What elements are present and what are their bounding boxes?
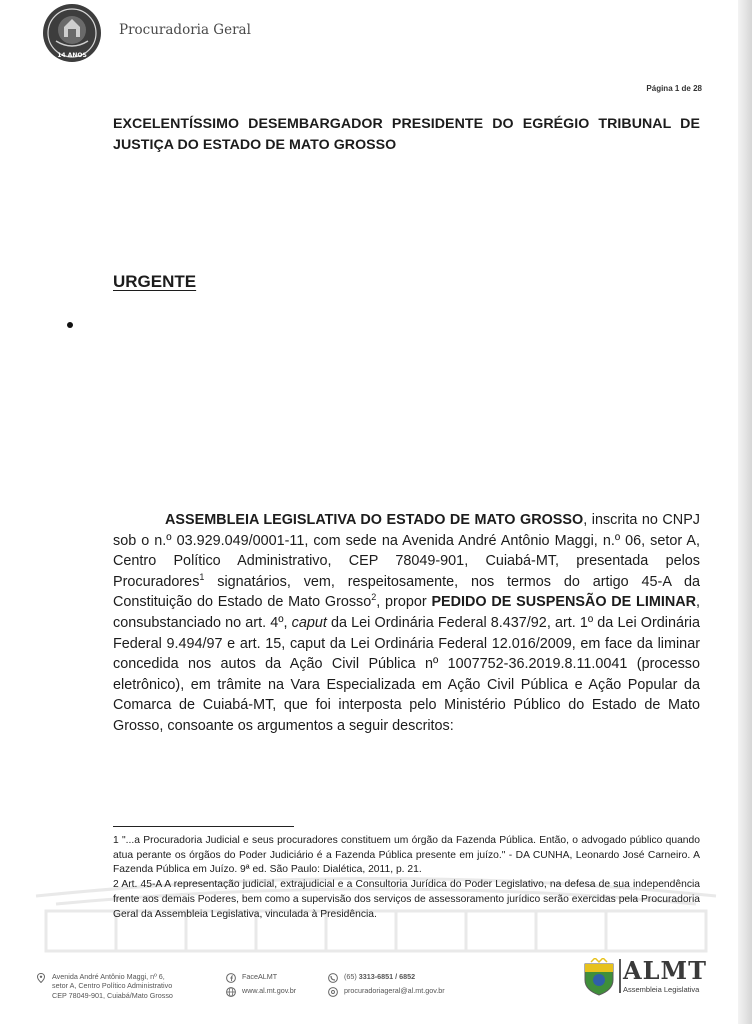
at-sign-icon — [328, 987, 338, 997]
paragraph-text-5: da Lei Ordinária Federal 8.437/92, art. 1º da Lei Ordinária Federal 9.494/97 e art. 15, caput da Lei Ordinária Federal 12.016/2009, em face da liminar concedida nos autos da Ação Civil Pública nº 1007752-36.2019.8.11.0041 (processo eletrônico), em trâmite na Vara Especializada em Ação Civil Pública e Ação Popular da Comarca de Cuiabá-MT, que foi interposta pelo Ministério Público do Estado de Mato Grosso, consoante os argumentos a seguir descritos: — [113, 614, 700, 734]
page-indicator: Página 1 de 28 — [646, 84, 702, 93]
page-edge-shadow — [738, 0, 752, 1024]
footnote-separator — [113, 826, 294, 827]
footnote-ref-2[interactable]: 2 — [371, 592, 377, 603]
paragraph-text-2: signatários, vem, respeitosamente, nos termos do artigo 45-A da Constituição do Estado de Mato Grosso — [113, 573, 700, 611]
globe-icon — [226, 987, 236, 997]
brand-subtitle: Assembleia Legislativa — [623, 985, 700, 994]
facebook-icon — [226, 973, 236, 983]
phone-prefix: (65) — [344, 972, 359, 981]
paragraph-text-4: , consubstanciado no art. 4º, — [113, 594, 701, 631]
addressee-heading: EXCELENTÍSSIMO DESEMBARGADOR PRESIDENTE DO EGRÉGIO TRIBUNAL DE JUSTIÇA DO ESTADO DE MATO GROSSO — [113, 116, 700, 153]
urgent-label: URGENTE — [113, 272, 197, 291]
seal-caption: 14 ANOS — [57, 52, 87, 59]
address-line-3: CEP 78049-901, Cuiabá/Mato Grosso — [52, 990, 173, 1000]
petition-name: PEDIDO DE SUSPENSÃO DE LIMINAR — [431, 594, 697, 611]
paragraph-text-1: , inscrita no CNPJ sob o n.º 03.929.049/0001-11, com sede na Avenida André Antônio Maggi, n.º 06, setor A, Centro Político Administrativo, CEP 78049-901, Cuiabá-MT, presentada pelos Procuradores — [113, 512, 700, 590]
website-link[interactable]: www.al.mt.gov.br — [242, 986, 297, 995]
almt-crest-icon — [581, 958, 617, 996]
email-link[interactable]: procuradoriageral@al.mt.gov.br — [344, 986, 445, 995]
almt-brand — [623, 956, 707, 994]
phone-number[interactable]: 3313-6851 / 6852 — [358, 972, 416, 981]
paragraph-text-3: , propor — [376, 594, 432, 611]
location-pin-icon — [36, 973, 46, 983]
brand-name: ALMT — [623, 956, 707, 985]
footnote-1: 1 "...a Procuradoria Judicial e seus procuradores constituem um órgão da Fazenda Pública. Então, o advogado público quando atua perante os órgãos do Poder Judiciário é a Fazenda Pública presente em juízo." - DA CUNHA, Leonardo José Carneiro. A Fazenda Pública em Juízo. 9ª ed. São Paulo: Dialética, 2011, p. 21. — [113, 835, 700, 876]
footnote-ref-1[interactable]: 1 — [199, 571, 205, 582]
address-line-1: Avenida André Antônio Maggi, nº 6, — [52, 972, 165, 981]
address-line-2: setor A, Centro Político Administrativo — [52, 981, 173, 991]
organization-name: Procuradoria Geral — [119, 22, 251, 38]
brand-divider — [619, 959, 621, 993]
footnote-2: 2 Art. 45-A A representação judicial, extrajudicial e a Consultoria Jurídica do Poder Legislativo, na defesa de sua independência frente aos demais Poderes, bem como a supervisão dos serviços de assessoramento jurídico serão exercidas pela Procuradoria Geral da Assembleia Legislativa, vinculada à Presidência. — [113, 879, 700, 920]
phone-text — [344, 972, 415, 981]
caput-italic: caput — [291, 614, 327, 631]
phone-icon — [328, 973, 338, 983]
bullet-dot — [67, 322, 73, 328]
footnotes — [113, 834, 700, 922]
procuradoria-seal-icon — [42, 3, 102, 63]
facebook-link[interactable]: FaceALMT — [242, 972, 278, 981]
main-paragraph — [113, 510, 700, 737]
party-name: ASSEMBLEIA LEGISLATIVA DO ESTADO DE MATO GROSSO — [165, 512, 584, 528]
